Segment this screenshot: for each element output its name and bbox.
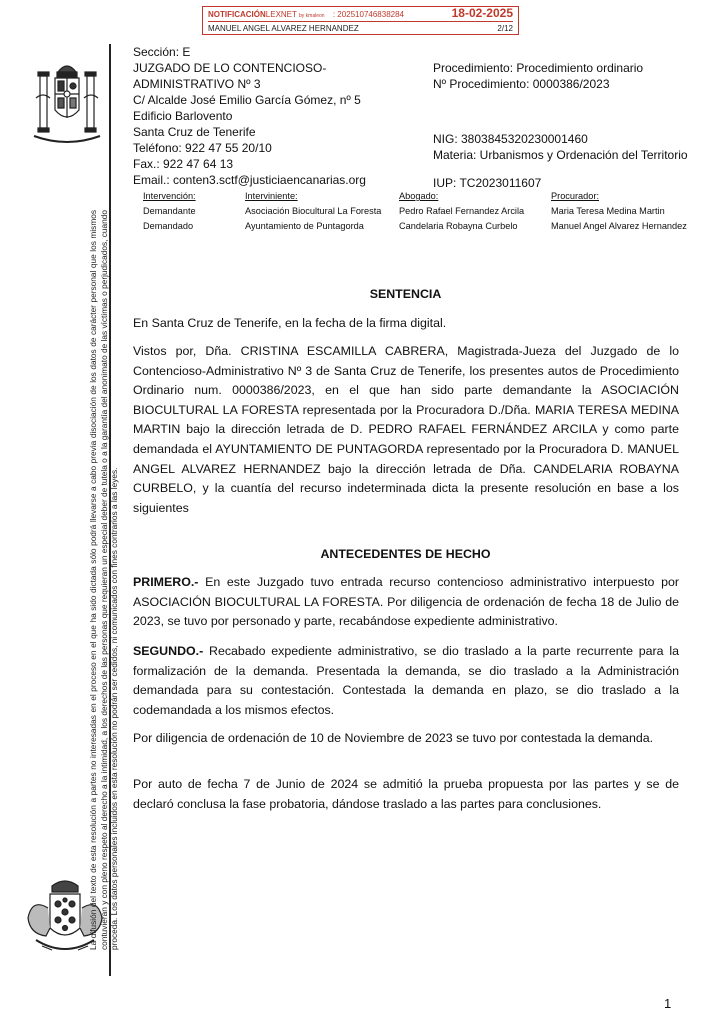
table-cell: Manuel Angel Alvarez Hernandez — [551, 221, 687, 231]
court-building: Edificio Barlovento — [133, 109, 233, 123]
case-iup: IUP: TC2023011607 — [433, 176, 542, 190]
case-nig: NIG: 3803845320230001460 — [433, 132, 588, 146]
table-cell: Candelaria Robayna Curbelo — [399, 221, 518, 231]
paragraph-vistos: Vistos por, Dña. CRISTINA ESCAMILLA CABRERA, Magistrada-Jueza del Juzgado de lo Contencioso-Administrativo Nº 3 de Santa Cruz de Tenerife, los presentes autos de Procedimiento Ordinario num. 0000386/2023, en el que han sido parte demandante la ASOCIACIÓN BIOCULTURAL LA FORESTA representada por la Procuradora D./Dña. MARIA TERESA MEDINA MARTIN bajo la dirección letrada de D. PEDRO RAFAEL FERNÁNDEZ ARCILA y como parte demandada el AYUNTAMIENTO DE PUNTAGORDA representado por la Procuradora D. MANUEL ANGEL ALVAREZ HERNANDEZ bajo la dirección letrada de Dña. CANDELARIA ROBAYNA CURBELO, y la cuantía del recurso indeterminada dicta la presente resolución en base a los siguientes — [133, 344, 679, 515]
table-cell: Asociación Biocultural La Foresta — [245, 206, 382, 216]
notification-recipient: MANUEL ANGEL ALVAREZ HERNANDEZ — [208, 24, 359, 33]
section-title-antecedentes: ANTECEDENTES DE HECHO — [320, 547, 491, 561]
case-procedimiento: Procedimiento: Procedimiento ordinario — [433, 61, 644, 75]
court-city: Santa Cruz de Tenerife — [133, 125, 256, 139]
court-seccion: Sección: E — [133, 45, 191, 59]
notification-label: NOTIFICACIÓN — [208, 10, 266, 19]
notification-page: 2/12 — [497, 24, 513, 33]
table-header: Abogado: — [399, 191, 439, 201]
table-cell: Demandante — [143, 206, 196, 216]
court-fax: Fax.: 922 47 64 13 — [133, 157, 234, 171]
paragraph-date: En Santa Cruz de Tenerife, en la fecha de la firma digital. — [133, 316, 447, 330]
notification-row — [208, 8, 513, 21]
privacy-notice-vertical: La difusión del texto de esta resolución a partes no interesadas en el proceso en el que ha sido dictada sólo podrá llevarse a cabo previa disociación de los datos de carácter personal que los mismos contuvieran y con pleno respeto al derecho a la intimidad, a los derechos de las personas que requieran un especial deber de tutela o a la garantía del anonimato de las víctimas o perjudicados, cuando proceda. Los datos personales incluidos en esta resolución no podrán ser cedidos, ni comunicados con fines contrarios a las leyes. — [88, 210, 120, 950]
notification-number: : 202510746838284 — [332, 10, 404, 19]
notification-recipient-row — [208, 21, 513, 35]
case-number: Nº Procedimiento: 0000386/2023 — [433, 77, 610, 91]
lexnet-by: by kmaleon — [299, 13, 325, 19]
coat-of-arms-spain-icon — [28, 58, 106, 150]
court-email: Email.: conten3.sctf@justiciaencanarias.org — [133, 173, 366, 187]
paragraph-segundo — [133, 642, 679, 720]
court-name-line2: ADMINISTRATIVO Nº 3 — [133, 77, 261, 91]
case-materia: Materia: Urbanismos y Ordenación del Territorio — [433, 148, 688, 162]
table-header-row — [143, 191, 688, 202]
court-phone: Teléfono: 922 47 55 20/10 — [133, 141, 272, 155]
primero-text: En este Juzgado tuvo entrada recurso contencioso administrativo interpuesto por ASOCIACIÓN BIOCULTURAL LA FORESTA. Por diligencia de ordenación de fecha 18 de Julio de 2023, se tuvo por personado y parte, recabándose expediente administrativo. — [133, 575, 679, 629]
table-row — [143, 221, 688, 232]
paragraph-diligencia: Por diligencia de ordenación de 10 de Noviembre de 2023 se tuvo por contestada la demanda. — [133, 731, 654, 745]
notification-stamp — [202, 6, 519, 35]
paragraph-auto: Por auto de fecha 7 de Junio de 2024 se admitió la prueba propuesta por las partes y se de declaró conclusa la fase probatoria, dándose traslado a las partes para conclusiones. — [133, 777, 679, 811]
segundo-label: SEGUNDO.- — [133, 644, 204, 658]
table-cell: Maria Teresa Medina Martin — [551, 206, 665, 216]
document-title: SENTENCIA — [369, 287, 442, 301]
primero-label: PRIMERO.- — [133, 575, 199, 589]
segundo-text: Recabado expediente administrativo, se dio traslado a la parte recurrente para la formalización de la demanda. Presentada la demanda, se dio traslado a la Administración demandada para su contestación. Contestada la demanda en plazo, se dio traslado a la codemandada a los mismos efectos. — [133, 644, 679, 717]
table-cell: Ayuntamiento de Puntagorda — [245, 221, 364, 231]
case-header-2 — [433, 131, 688, 191]
table-cell: Demandado — [143, 221, 194, 231]
court-address: C/ Alcalde José Emilio García Gómez, nº 5 — [133, 93, 361, 107]
notification-date: 18-02-2025 — [451, 6, 513, 20]
paragraph-primero — [133, 573, 679, 632]
court-name-line1: JUZGADO DE LO CONTENCIOSO- — [133, 61, 327, 75]
table-row — [143, 206, 688, 217]
table-header: Procurador: — [551, 191, 600, 201]
table-header: Interviniente: — [245, 191, 298, 201]
page-number: 1 — [664, 996, 672, 1011]
parties-table — [143, 191, 688, 236]
court-header — [133, 44, 366, 188]
case-header — [433, 60, 643, 92]
lexnet-label: LEXNET — [265, 10, 297, 19]
table-header: Intervención: — [143, 191, 196, 201]
table-cell: Pedro Rafael Fernandez Arcila — [399, 206, 525, 216]
